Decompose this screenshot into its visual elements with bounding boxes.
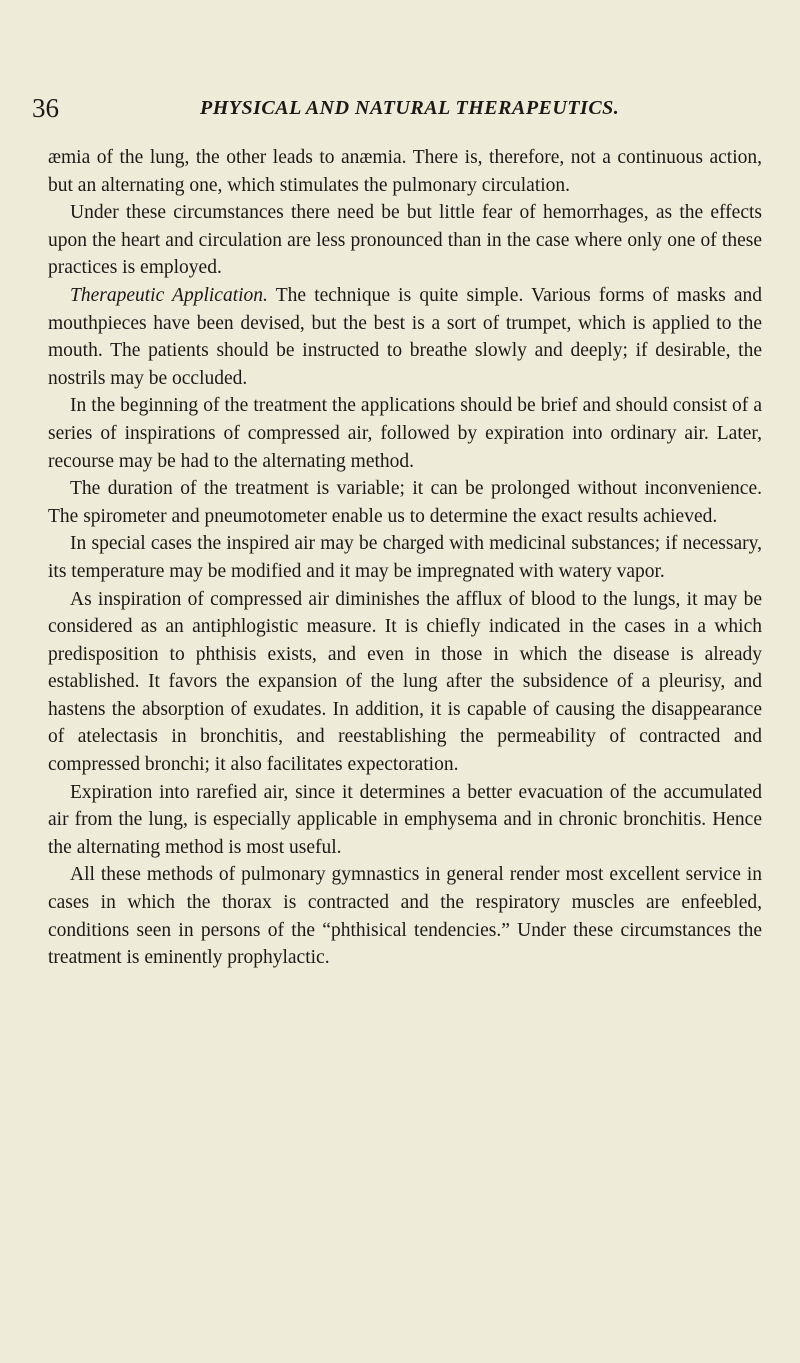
running-head (0, 90, 800, 126)
body-text (48, 144, 762, 972)
paragraph-1 (48, 144, 762, 199)
paragraph-text: The duration of the treatment is variable; it can be prolonged without inconvenience. The spirometer and pneumotometer enable us to determine the exact results achieved. (48, 478, 762, 527)
paragraph-2 (48, 199, 762, 282)
page-number: 36 (32, 93, 59, 123)
paragraph-8 (48, 779, 762, 862)
paragraph-9 (48, 861, 762, 971)
paragraph-6 (48, 530, 762, 585)
paragraph-text: æmia of the lung, the other leads to anæmia. There is, therefore, not a continuous action, but an alternating one, which stimulates the pulmonary circulation. (48, 147, 762, 196)
paragraph-4 (48, 392, 762, 475)
paragraph-text: As inspiration of compressed air diminishes the afflux of blood to the lungs, it may be considered as an antiphlogistic measure. It is chiefly indicated in the cases in a which predisposition to phthisis exists, and even in those in which the disease is already established. It favors the expansion of the lung after the subsidence of a pleurisy, and hastens the absorption of exudates. In addition, it is capable of causing the disappearance of atelectasis in bronchitis, and reestablishing the permeability of contracted and compressed bronchi; it also facilitates expectoration. (48, 588, 762, 776)
paragraph-text: In special cases the inspired air may be charged with medicinal substances; if necessary, its temperature may be modified and it may be impregnated with watery vapor. (48, 533, 762, 582)
section-lead-in: Therapeutic Application. (70, 284, 268, 306)
paragraph-text: In the beginning of the treatment the applications should be brief and should consist of a series of inspirations of compressed air, followed by expiration into ordinary air. Later, recourse may be had to the alternating method. (48, 395, 762, 472)
paragraph-3 (48, 282, 762, 392)
paragraph-text: All these methods of pulmonary gymnastics in general render most excellent service in cases in which the thorax is contracted and the respiratory muscles are enfeebled, conditions seen in persons of the “phthisical tendencies.” Under these circumstances the treatment is eminently prophylactic. (48, 864, 762, 969)
paragraph-text: Expiration into rarefied air, since it determines a better evacuation of the accumulated air from the lung, is especially applicable in emphysema and in chronic bronchitis. Hence the alternating method is most useful. (48, 781, 762, 858)
paragraph-5 (48, 475, 762, 530)
paragraph-text: Under these circumstances there need be but little fear of hemorrhages, as the effects upon the heart and circulation are less pronounced than in the case where only one of these practices is employed. (48, 202, 762, 279)
paragraph-7 (48, 586, 762, 779)
paragraph-text: The technique is quite simple. Various forms of masks and mouthpieces have been devised, but the best is a sort of trumpet, which is applied to the mouth. The patients should be instructed to breathe slowly and deeply; if desirable, the nostrils may be occluded. (48, 284, 762, 389)
running-title: PHYSICAL AND NATURAL THERAPEUTICS. (200, 97, 620, 119)
